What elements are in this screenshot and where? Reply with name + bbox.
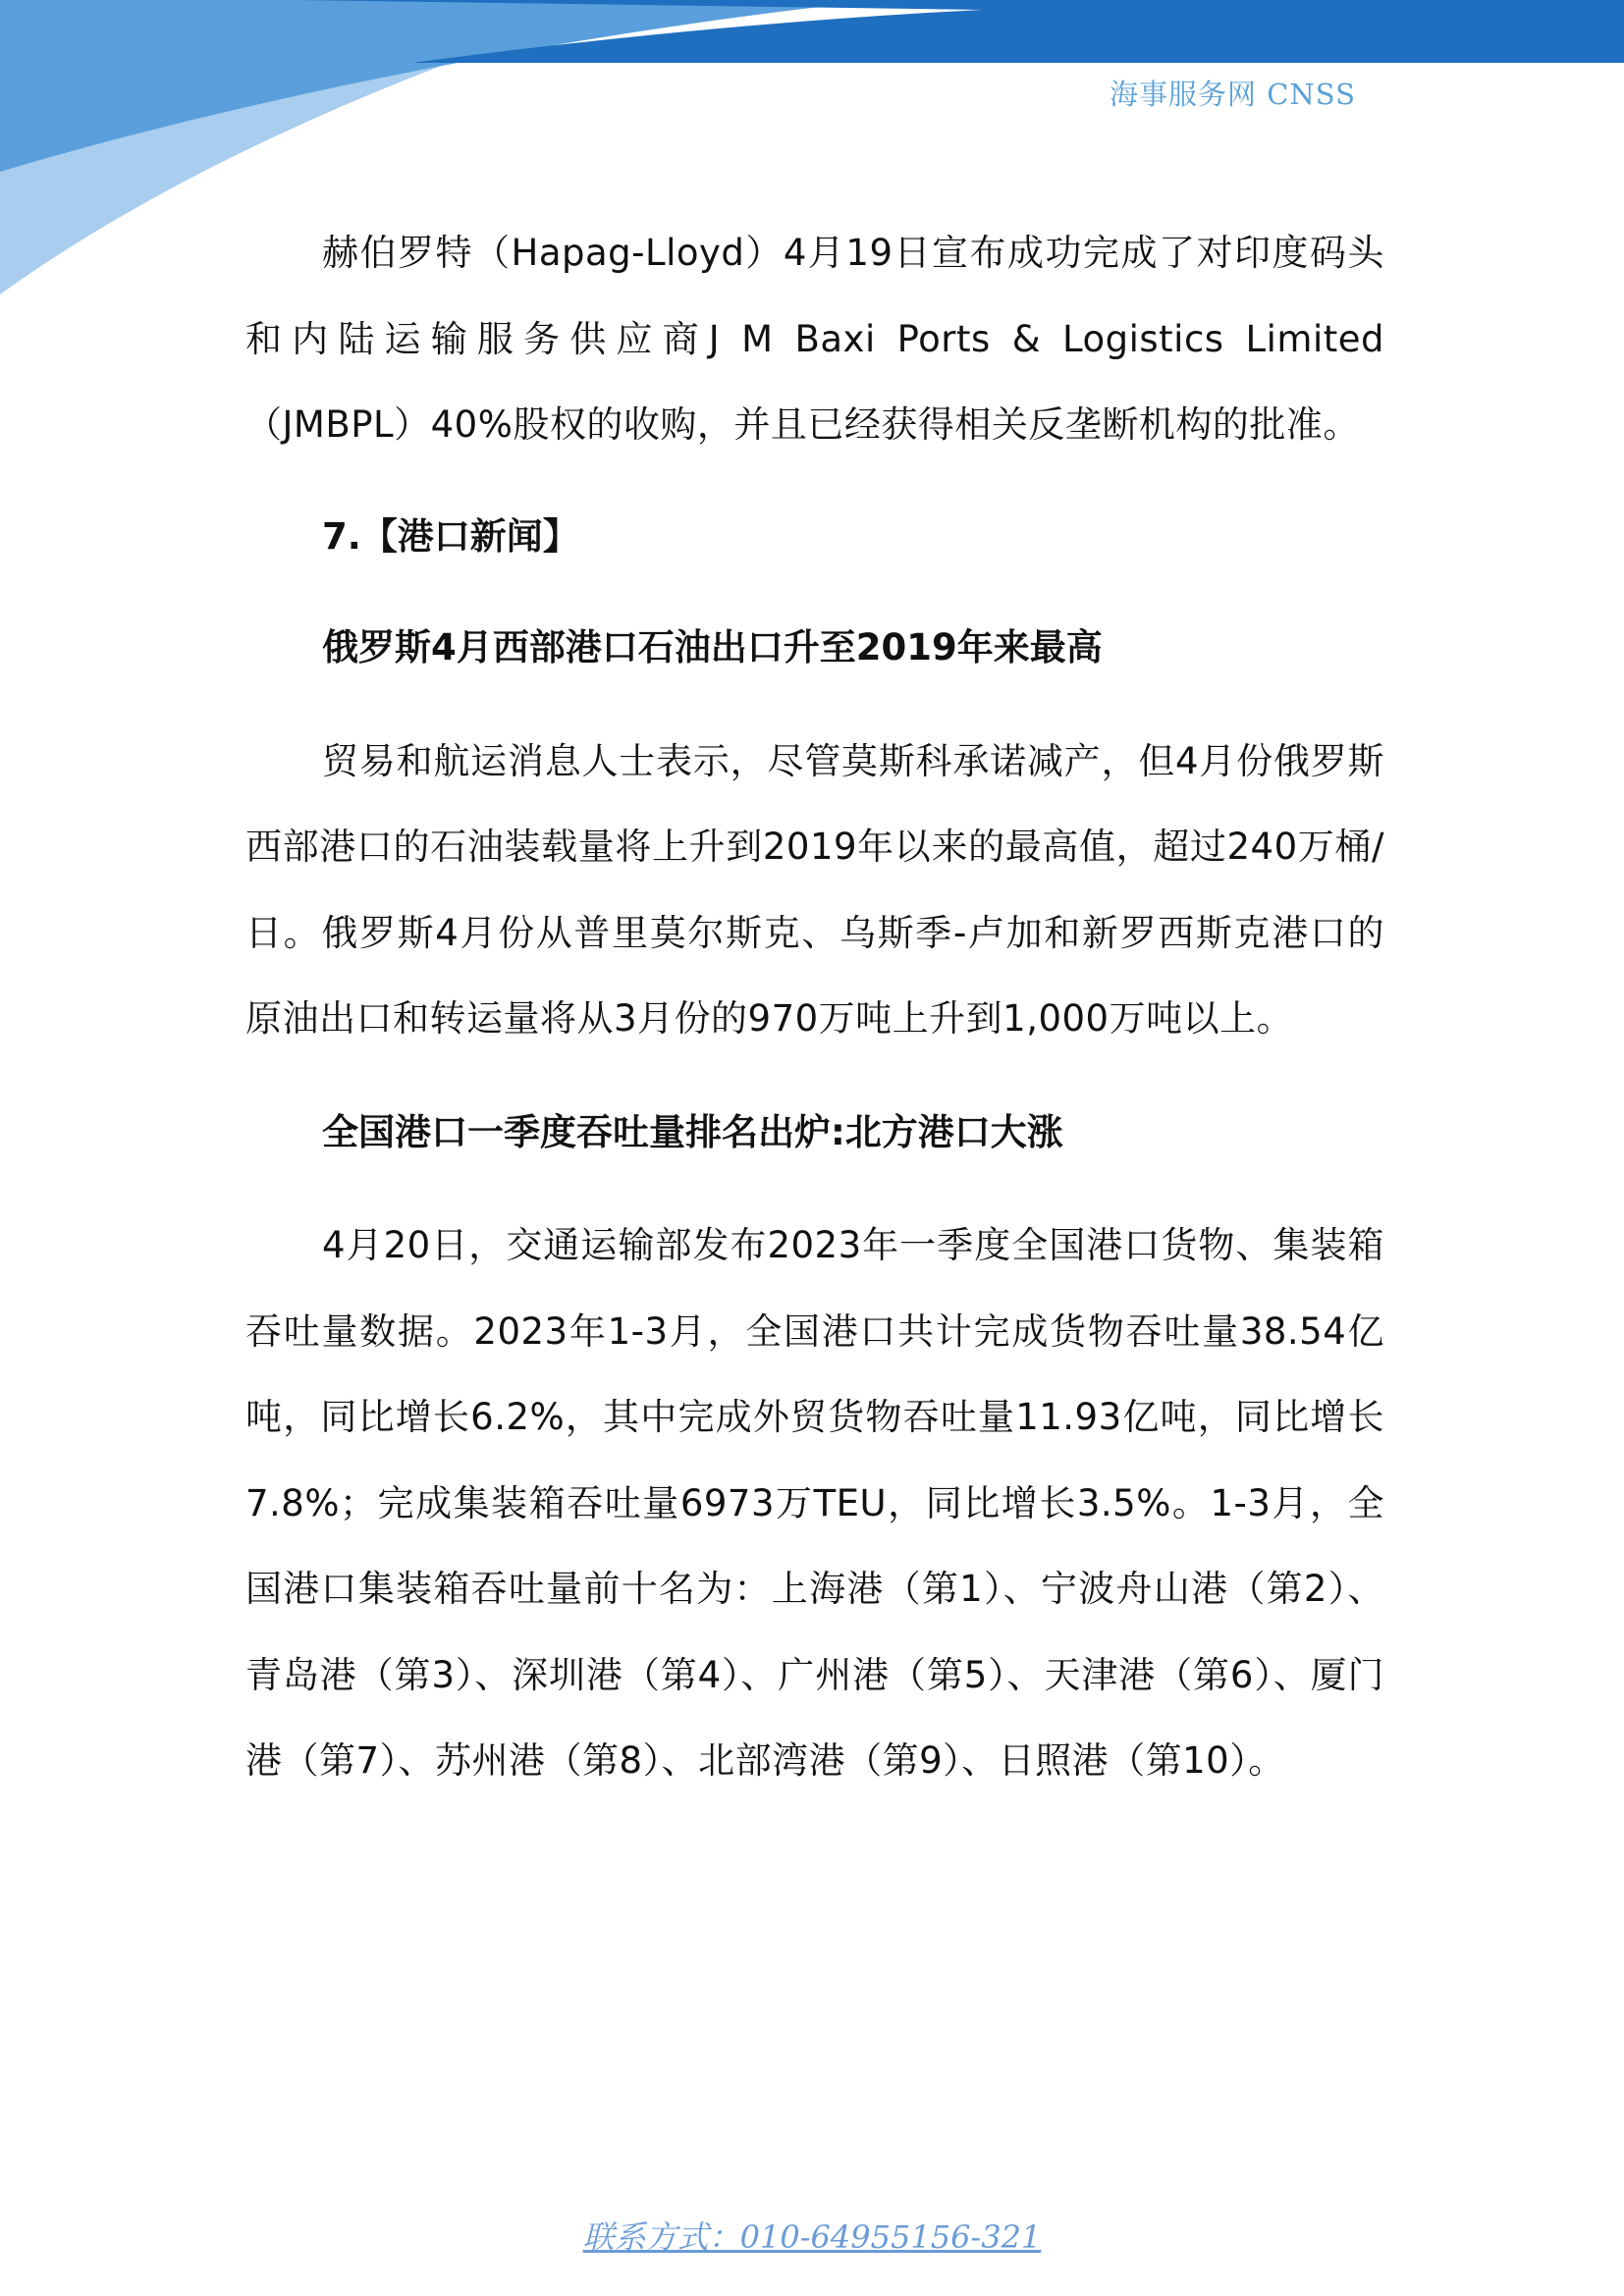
paragraph-port-throughput-ranking: 4月20日，交通运输部发布2023年一季度全国港口货物、集装箱吞吐量数据。2023年1-3月，全国港口共计完成货物吞吐量38.54亿吨，同比增长6.2%，其中完成外贸货物吞吐量11.93亿吨，同比增长7.8%；完成集装箱吞吐量6973万TEU，同比增长3.5%。1-3月，全国港口集装箱吞吐量前十名为：上海港（第1）、宁波舟山港（第2）、青岛港（第3）、深圳港（第4）、广州港（第5）、天津港（第6）、厦门港（第7）、苏州港（第8）、北部湾港（第9）、日照港（第10）。 [245, 1224, 1384, 1782]
headline-russia-oil-exports: 俄罗斯4月西部港口石油出口升至2019年来最高 [322, 626, 1103, 668]
paragraph-russia-oil-exports: 贸易和航运消息人士表示，尽管莫斯科承诺减产，但4月份俄罗斯西部港口的石油装载量将上升到2019年以来的最高值，超过240万桶/日。俄罗斯4月份从普里莫尔斯克、乌斯季-卢加和新罗西斯克港口的原油出口和转运量将从3月份的970万吨上升到1,000万吨以上。 [245, 739, 1384, 1040]
footer-contact: 联系方式：010-64955156-321 [582, 2218, 1042, 2256]
paragraph-hapag-lloyd: 赫伯罗特（Hapag-Lloyd）4月19日宣布成功完成了对印度码头和内陆运输服务供应商J M Baxi Ports & Logistics Limited（JMBPL）40%股权的收购，并且已经获得相关反垄断机构的批准。 [245, 232, 1384, 446]
headline-port-throughput-ranking: 全国港口一季度吞吐量排名出炉:北方港口大涨 [322, 1110, 1063, 1153]
site-name: 海事服务网 CNSS [1110, 78, 1357, 111]
document-body [245, 210, 1384, 1804]
section-title-port-news: 7.【港口新闻】 [322, 514, 579, 558]
